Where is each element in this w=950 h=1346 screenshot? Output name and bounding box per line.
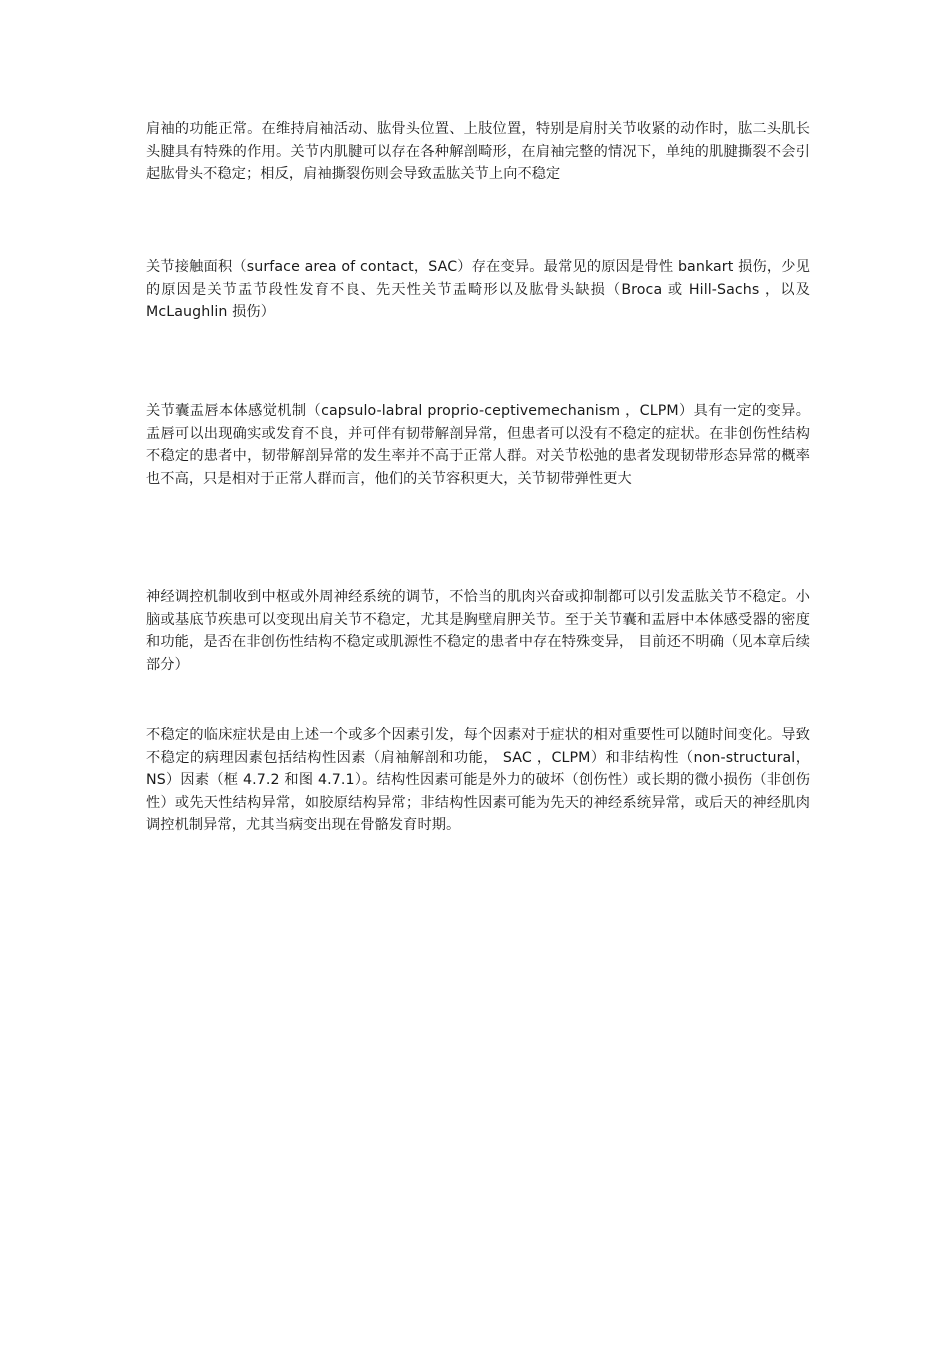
paragraph-surface-area-of-contact: 关节接触面积（surface area of contact，SAC）存在变异。最常见的原因是骨性 bankart 损伤，少见的原因是关节盂节段性发育不良、先天性关节盂畸形以及肱骨头缺损（Broca 或 Hill-Sachs ，以及 McLaughlin 损伤） (146, 259, 810, 321)
paragraph-capsulo-labral-mechanism: 关节囊盂唇本体感觉机制（capsulo-labral proprio-ceptivemechanism ，CLPM）具有一定的变异。盂唇可以出现确实或发育不良，并可伴有韧带解剖异常，但患者可以没有不稳定的症状。在非创伤性结构不稳定的患者中，韧带解剖异常的发生率并不高于正常人群。对关节松弛的患者发现韧带形态异常的概率也不高，只是相对于正常人群而言，他们的关节容积更大，关节韧带弹性更大 (146, 403, 810, 487)
paragraph-neural-control: 神经调控机制收到中枢或外周神经系统的调节，不恰当的肌肉兴奋或抑制都可以引发盂肱关节不稳定。小脑或基底节疾患可以变现出肩关节不稳定，尤其是胸壁肩胛关节。至于关节囊和盂唇中本体感受器的密度和功能，是否在非创伤性结构不稳定或肌源性不稳定的患者中存在特殊变异， 目前还不明确（见本章后续部分） (146, 589, 810, 673)
paragraph-rotator-cuff: 肩袖的功能正常。在维持肩袖活动、肱骨头位置、上肢位置，特别是肩肘关节收紧的动作时，肱二头肌长头腱具有特殊的作用。关节内肌腱可以存在各种解剖畸形，在肩袖完整的情况下，单纯的肌腱撕裂不会引起肱骨头不稳定；相反，肩袖撕裂伤则会导致盂肱关节上向不稳定 (146, 121, 810, 183)
paragraph-clinical-symptoms: 不稳定的临床症状是由上述一个或多个因素引发，每个因素对于症状的相对重要性可以随时间变化。导致不稳定的病理因素包括结构性因素（肩袖解剖和功能， SAC ，CLPM）和非结构性（non-structural，NS）因素（框 4.7.2 和图 4.7.1）。结构性因素可能是外力的破坏（创伤性）或长期的微小损伤（非创伤性）或先天性结构异常，如胶原结构异常；非结构性因素可能为先天的神经系统异常，或后天的神经肌肉调控机制异常，尤其当病变出现在骨骼发育时期。 (146, 727, 810, 834)
